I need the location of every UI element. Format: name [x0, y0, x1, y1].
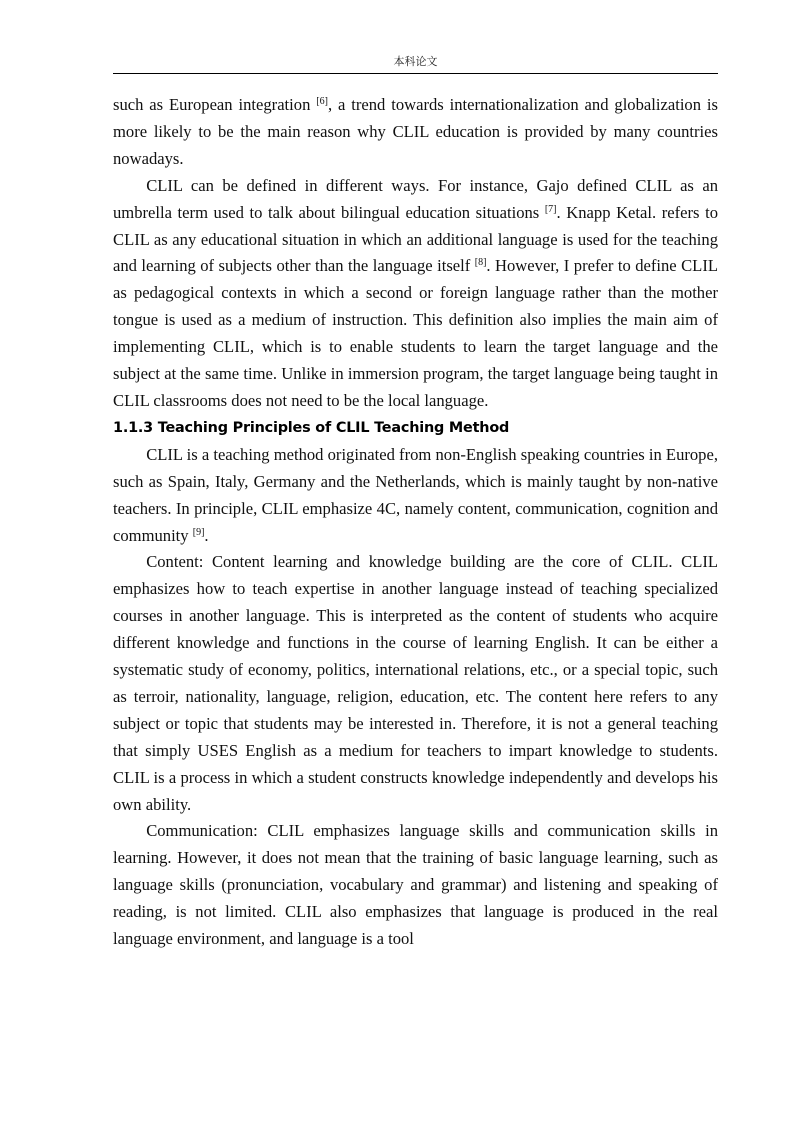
paragraph-3-text-a: CLIL is a teaching method originated from non-English speaking countries in Europe, such as Spain, Italy, Germany and the Netherlands, which is mainly taught by non-native teachers. In principle, CLIL emphasize 4C, namely content, communication, cognition and community	[113, 444, 718, 545]
paragraph-2	[113, 173, 718, 415]
running-header: 本科论文	[393, 55, 438, 68]
citation-7: [7]	[544, 203, 557, 215]
paragraph-1-text-b: , a trend towards internationalization and globalization is more likely to be the main reason why CLIL education is provided by many countries nowadays.	[113, 95, 718, 168]
citation-9: [9]	[192, 526, 205, 538]
paragraph-3	[113, 442, 718, 550]
header-rule	[113, 73, 718, 74]
paragraph-content: Content: Content learning and knowledge building are the core of CLIL. CLIL emphasizes how to teach expertise in another language instead of teaching specialized courses in another language. This is interpreted as the content of students who acquire different knowledge and functions in the course of learning English. It can be either a systematic study of economy, politics, international relations, etc., or a special topic, such as terroir, nationality, language, religion, education, etc. The content here refers to any subject or topic that students may be interested in. Therefore, it is not a general teaching that simply USES English as a medium for teachers to impart knowledge to students. CLIL is a process in which a student constructs knowledge independently and develops his own ability.	[113, 552, 718, 814]
paragraph-2-text-a: CLIL can be defined in different ways. For instance, Gajo defined CLIL as an umbrella term used to talk about bilingual education situations	[113, 175, 718, 222]
paragraph-2-text-b: . Knapp Ketal. refers to CLIL as any educational situation in which an additional language is used for the teaching and learning of subjects other than the language itself	[113, 202, 718, 276]
paragraph-communication: Communication: CLIL emphasizes language skills and communication skills in learning. However, it does not mean that the training of basic language learning, such as language skills (pronunciation, vocabulary and grammar) and listening and speaking of reading, is not limited. CLIL also emphasizes that language is produced in the real language environment, and language is a tool	[113, 821, 718, 949]
citation-8: [8]	[474, 257, 487, 269]
body-text	[113, 92, 718, 953]
paragraph-2-text-c: . However, I prefer to define CLIL as pedagogical contexts in which a second or foreign language rather than the mother tongue is used as a medium of instruction. This definition also implies the main aim of implementing CLIL, which is to enable students to learn the target language and the subject at the same time. Unlike in immersion program, the target language being taught in CLIL classrooms does not need to be the local language.	[113, 256, 718, 410]
section-heading: 1.1.3 Teaching Principles of CLIL Teaching Method	[113, 419, 510, 436]
paragraph-3-text-b: .	[204, 525, 209, 545]
paragraph-1-text-a: such as European integration	[113, 95, 317, 114]
citation-6: [6]	[316, 96, 328, 107]
paragraph-1	[113, 92, 718, 173]
